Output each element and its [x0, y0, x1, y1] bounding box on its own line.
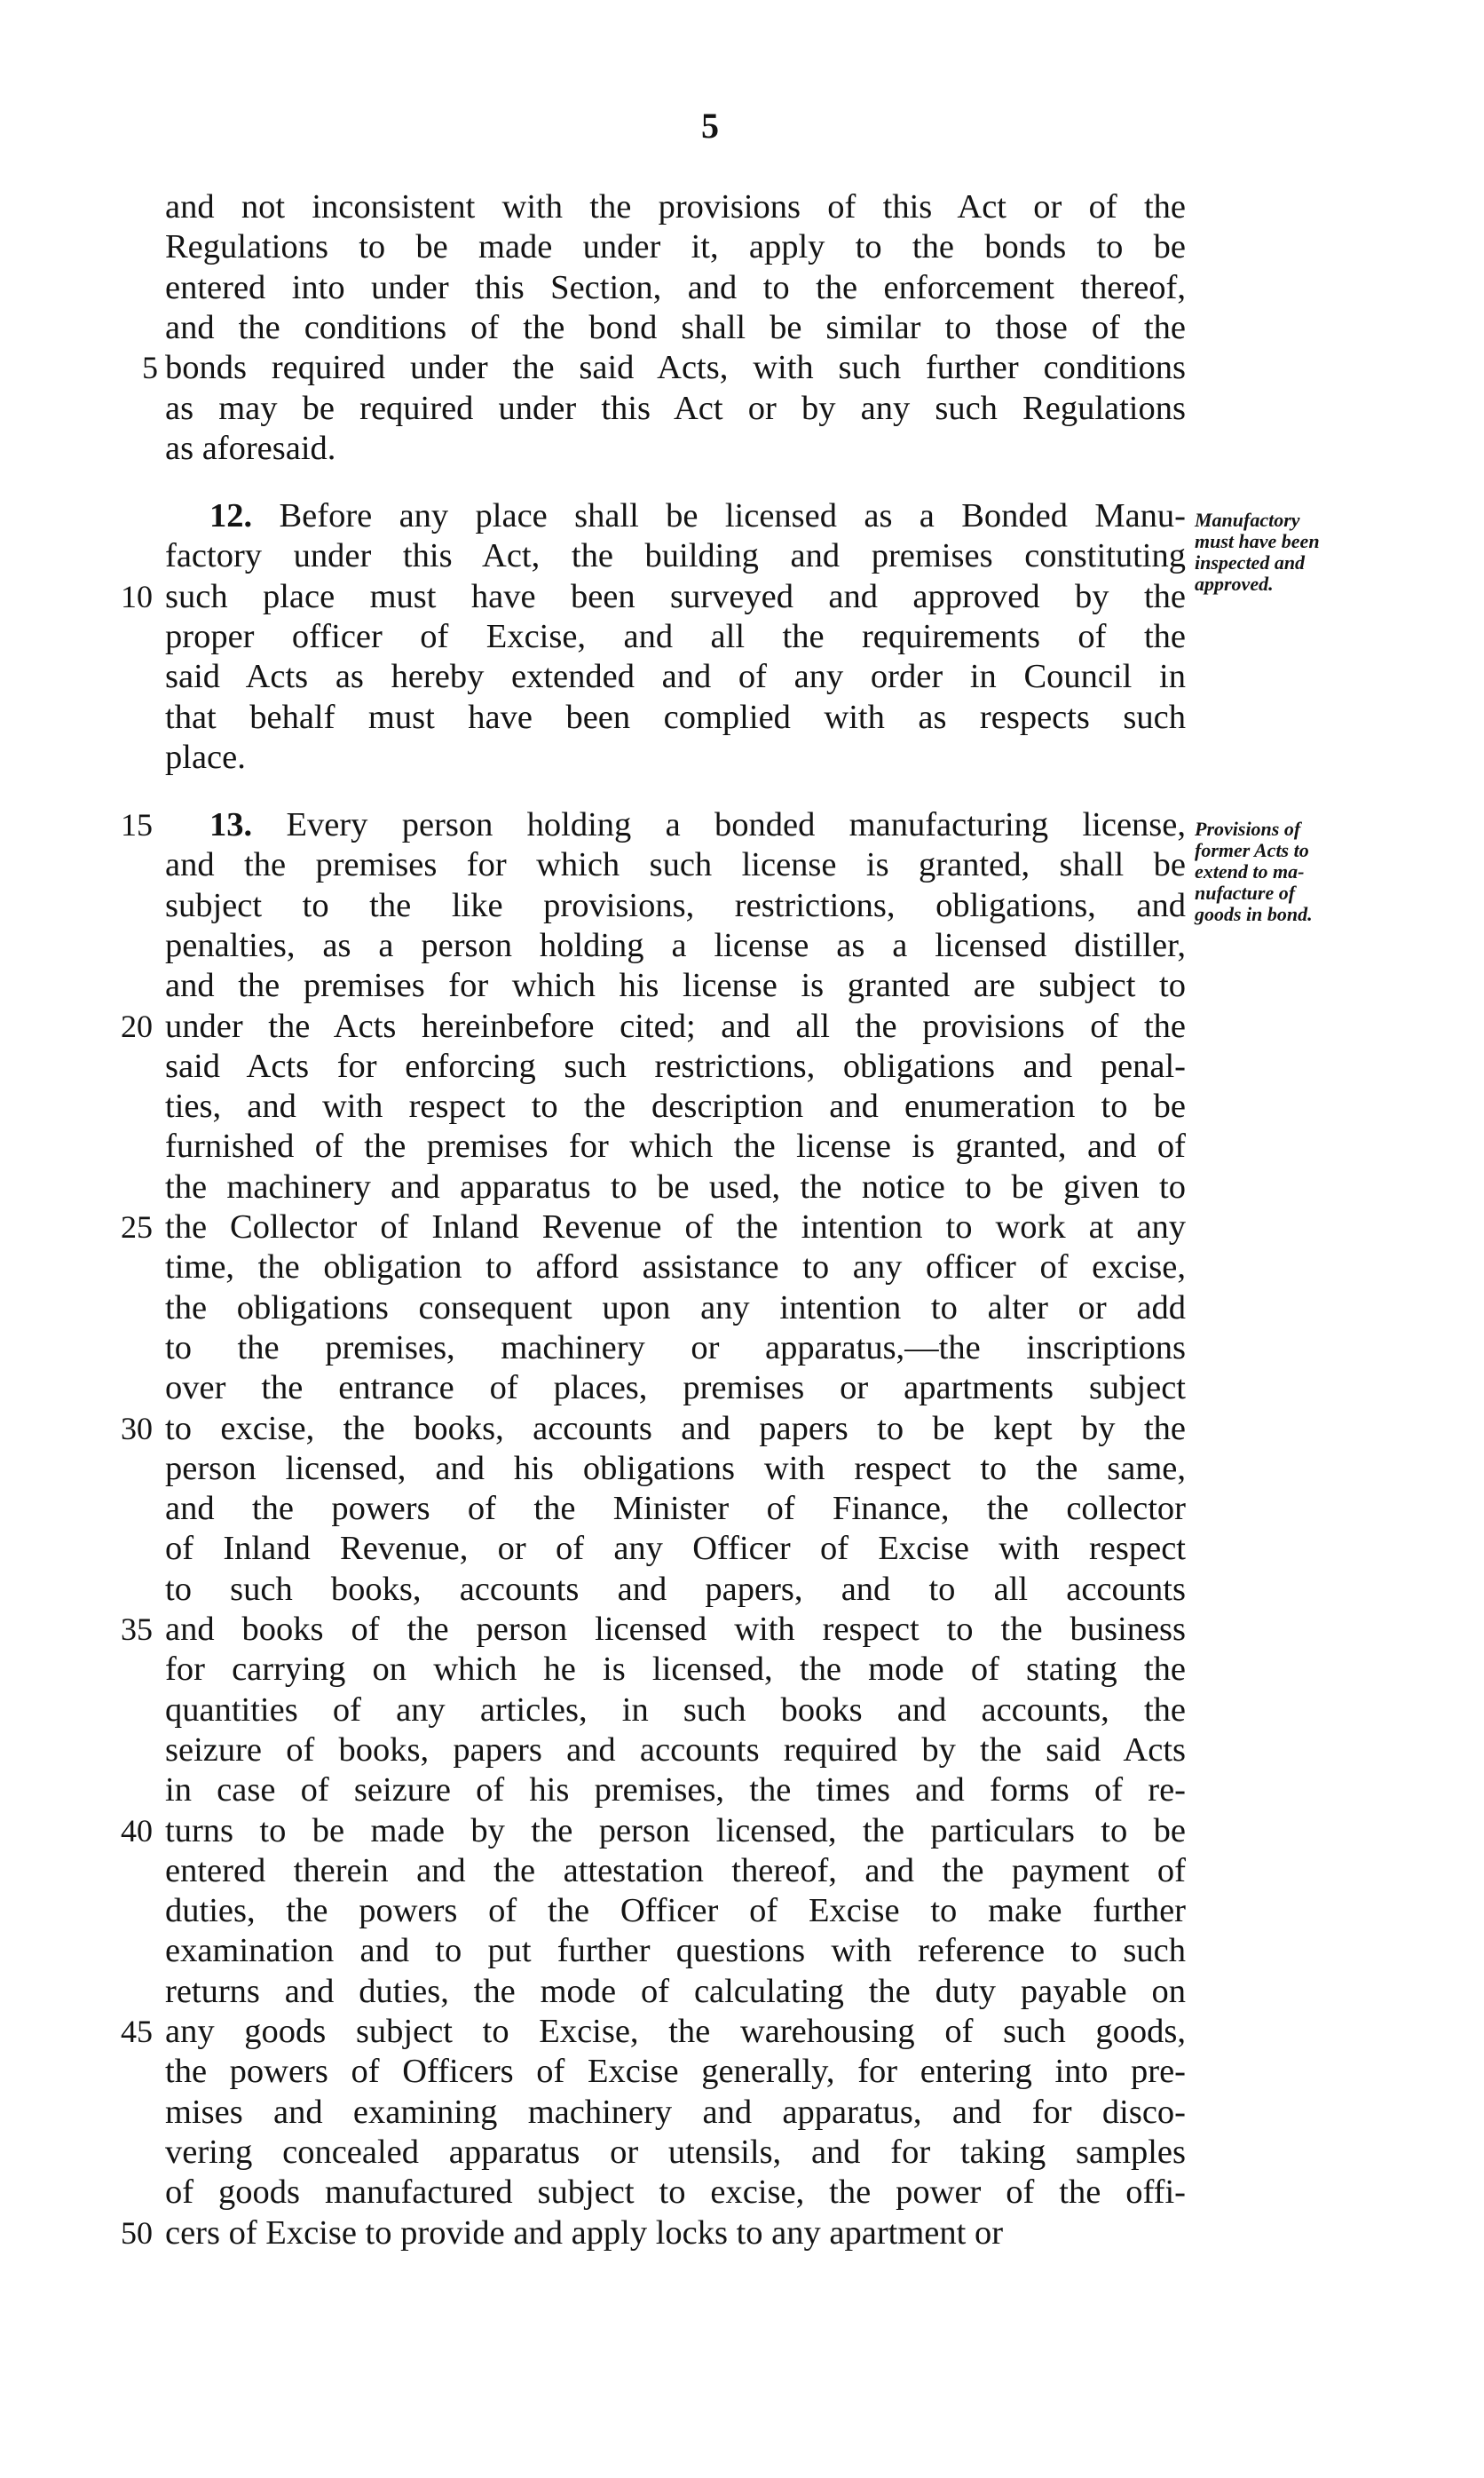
text-line: quantities of any articles, in such books and accounts, the: [165, 1690, 1186, 1729]
line-number: 50: [121, 2214, 153, 2251]
text-line: and the premises for which his license is granted are subject to: [165, 967, 1186, 1005]
text-line: as may be required under this Act or by any such Regulations: [165, 389, 1186, 427]
text-line: said Acts as hereby extended and of any order in Council in: [165, 658, 1186, 696]
line-number: 30: [121, 1410, 153, 1446]
text-line: as aforesaid.: [165, 429, 336, 467]
text-line: over the entrance of places, premises or apartments subject: [165, 1369, 1186, 1407]
margin-note-line: approved.: [1195, 573, 1274, 595]
page-number: 5: [701, 106, 719, 146]
text-line: for carrying on which he is licensed, the mode of stating the: [165, 1651, 1186, 1689]
margin-note-line: must have been: [1195, 530, 1320, 552]
text-line: any goods subject to Excise, the warehousing of such goods,: [165, 2013, 1186, 2050]
text-line: proper officer of Excise, and all the requirements of the: [165, 617, 1186, 655]
text-line: ties, and with respect to the description and enumeration to be: [165, 1088, 1186, 1126]
line-number: 15: [121, 807, 153, 843]
text-line: furnished of the premises for which the license is granted, and of: [165, 1128, 1186, 1166]
text-line: and the conditions of the bond shall be similar to those of the: [165, 308, 1186, 346]
margin-note: [1195, 510, 1399, 595]
text-line: cers of Excise to provide and apply locks to any apartment or: [165, 2213, 1004, 2252]
text-line: of goods manufactured subject to excise, the power of the offi-: [165, 2173, 1186, 2212]
text-line: returns and duties, the mode of calculating the duty payable on: [165, 1972, 1186, 2010]
line-number: 35: [121, 1611, 153, 1647]
text-line: the machinery and apparatus to be used, the notice to be given to: [165, 1168, 1186, 1206]
text-line: entered into under this Section, and to the enforcement thereof,: [165, 268, 1186, 306]
margin-note-line: Provisions of: [1195, 818, 1301, 840]
text-line: the powers of Officers of Excise generally, for entering into pre-: [165, 2053, 1186, 2091]
text-line: entered therein and the attestation thereof, and the payment of: [165, 1851, 1186, 1889]
margin-note-line: extend to ma-: [1195, 860, 1305, 883]
text-line: penalties, as a person holding a license as a licensed distiller,: [165, 926, 1186, 964]
text-line: place.: [165, 738, 246, 776]
line-number: 20: [121, 1008, 153, 1044]
margin-note-line: former Acts to: [1195, 839, 1309, 861]
section-number: 13.: [209, 806, 253, 843]
text-line: said Acts for enforcing such restrictions, obligations and penal-: [165, 1047, 1186, 1085]
text-line: factory under this Act, the building and premises constituting: [165, 537, 1186, 575]
text-line: subject to the like provisions, restrictions, obligations, and: [165, 886, 1186, 924]
text-line: and books of the person licensed with respect to the business: [165, 1611, 1186, 1648]
text-line: [209, 806, 1186, 843]
line-number: 5: [142, 350, 158, 386]
text-line: examination and to put further questions with reference to such: [165, 1932, 1186, 1970]
line-number: 40: [121, 1812, 153, 1849]
line-text: Before any place shall be licensed as a Bonded Manu-: [279, 497, 1186, 534]
line-number: 10: [121, 578, 153, 614]
text-line: the obligations consequent upon any intention to alter or add: [165, 1288, 1186, 1326]
margin-note: [1195, 819, 1399, 925]
text-line: to such books, accounts and papers, and to all accounts: [165, 1570, 1186, 1608]
margin-note-line: inspected and: [1195, 551, 1306, 574]
text-line: to excise, the books, accounts and papers to be kept by the: [165, 1409, 1186, 1447]
text-line: seizure of books, papers and accounts required by the said Acts: [165, 1730, 1186, 1769]
text-line: and the powers of the Minister of Finance, the collector: [165, 1490, 1186, 1528]
line-number: 25: [121, 1209, 153, 1245]
text-line: that behalf must have been complied with as respects such: [165, 698, 1186, 736]
text-line: bonds required under the said Acts, with such further conditions: [165, 349, 1186, 387]
text-line: and the premises for which such license is granted, shall be: [165, 846, 1186, 884]
text-line: the Collector of Inland Revenue of the intention to work at any: [165, 1208, 1186, 1246]
text-line: of Inland Revenue, or of any Officer of Excise with respect: [165, 1530, 1186, 1568]
text-line: turns to be made by the person licensed, the particulars to be: [165, 1811, 1186, 1849]
text-line: person licensed, and his obligations with respect to the same,: [165, 1449, 1186, 1487]
text-line: [209, 497, 1186, 534]
text-line: time, the obligation to afford assistance to any officer of excise,: [165, 1248, 1186, 1287]
section-number: 12.: [209, 497, 253, 534]
text-line: to the premises, machinery or apparatus,—the inscriptions: [165, 1328, 1186, 1366]
text-line: in case of seizure of his premises, the times and forms of re-: [165, 1771, 1186, 1809]
text-line: under the Acts hereinbefore cited; and all the provisions of the: [165, 1007, 1186, 1045]
text-line: Regulations to be made under it, apply to the bonds to be: [165, 228, 1186, 266]
text-line: and not inconsistent with the provisions of this Act or of the: [165, 188, 1186, 226]
line-text: Every person holding a bonded manufacturing license,: [286, 806, 1187, 843]
margin-note-line: Manufactory: [1195, 509, 1300, 531]
text-line: such place must have been surveyed and approved by the: [165, 577, 1186, 615]
text-line: duties, the powers of the Officer of Excise to make further: [165, 1892, 1186, 1930]
text-line: mises and examining machinery and apparatus, and for disco-: [165, 2093, 1186, 2131]
line-number: 45: [121, 2014, 153, 2049]
margin-note-line: goods in bond.: [1195, 903, 1313, 925]
text-line: vering concealed apparatus or utensils, and for taking samples: [165, 2133, 1186, 2171]
margin-note-line: nufacture of: [1195, 882, 1296, 904]
